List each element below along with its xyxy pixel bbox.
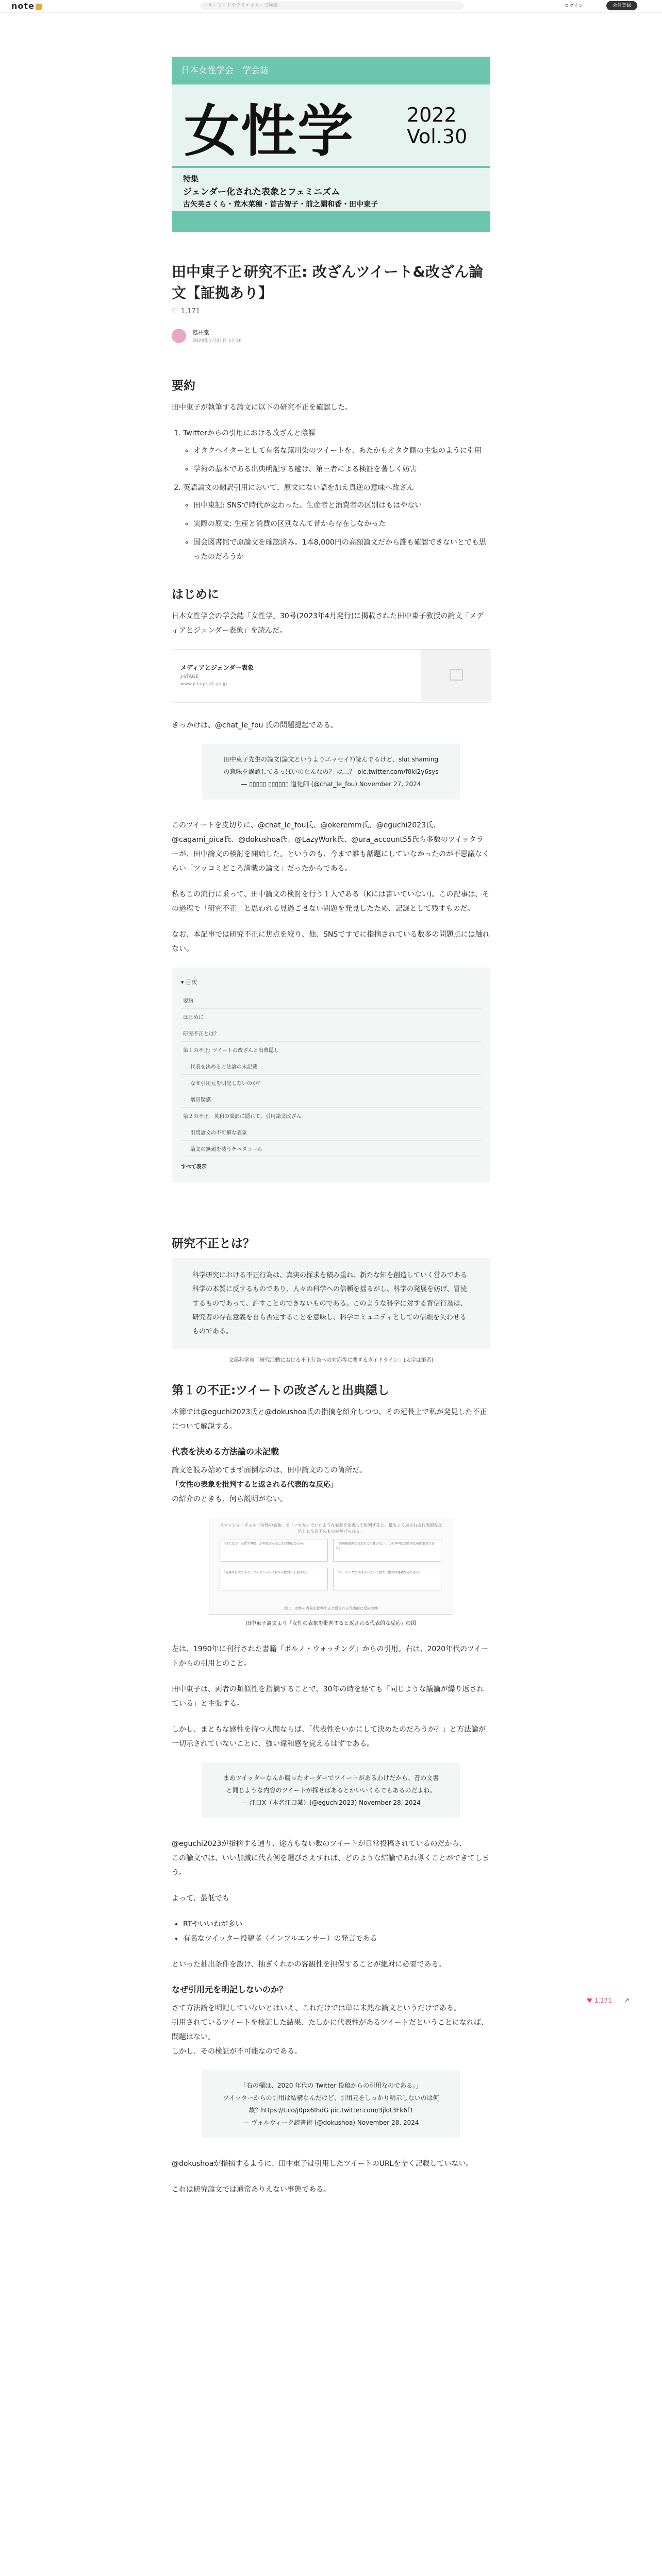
summary-heading: 要約 <box>172 379 195 393</box>
search-icon: ⌕ <box>204 3 207 8</box>
paragraph: 引用されているツイートを検証した結果、たしかに代表性があるツイートだということになれば、問題はない。 <box>172 2018 489 2041</box>
paragraph: よって、最低でも <box>172 1894 229 1903</box>
misconduct-heading: 研究不正とは？ <box>172 1237 255 1251</box>
share-icon[interactable]: ↗ <box>624 1997 630 2005</box>
link-card-desc: J-STAGE <box>180 674 198 680</box>
toc-item[interactable]: 第１の不正: ツイートの改ざんと出典隠し <box>181 1042 481 1058</box>
paragraph: なお、本記事では研究不正に焦点を絞り、他、SNSですでに指摘されている数多の問題点には触れない。 <box>172 930 490 954</box>
link-card-thumbnail <box>421 650 491 701</box>
list-item: ◦ 田中東記: SNSで時代が変わった。生産者と消費者の区別はもはやない <box>193 498 490 513</box>
figure-cell: 「ゾーニングすればよいという話で、批判は過剰反応である」 <box>333 1568 441 1590</box>
paragraph: 左は、1990年に刊行された書籍『ポルノ・ウォッチング』からの引用。右は、2020年代のツイートからの引用とのこと。 <box>172 1645 489 1668</box>
paragraph: @eguchi2023が指摘する通り、途方もない数のツイートが日常投稿されているのだから、 <box>172 1839 467 1848</box>
summary-list <box>172 426 490 564</box>
list-item: • 有名なツイッター投稿者（インフルエンサー）の発言である <box>183 1931 490 1946</box>
paragraph: 論文を読み始めてまず面倒なのは、田中論文のこの箇所だ。 <box>172 1466 367 1475</box>
logo-mark-icon <box>36 4 42 10</box>
cover-authors: 古矢英さくら・荒木菜穂・首吉智子・前之園和香・田中東子 <box>183 200 378 209</box>
subheading: 代表を決める方法論の未記載 <box>172 1446 279 1456</box>
quote-source[interactable]: 文部科学省「研究活動における不正行為への対応等に関するガイドライン」(太字は筆者) <box>228 1357 434 1363</box>
article-main <box>172 57 490 2208</box>
toc-show-all-button[interactable]: すべて表示 <box>181 1164 207 1171</box>
tweet-text: 「右の欄は、2020 年代の Twitter 投稿からの引用なのである。」 <box>240 2081 422 2089</box>
note-logo[interactable]: note <box>11 1 42 11</box>
fraud1-heading: 第１の不正:ツイートの改ざんと出典隠し <box>172 1383 390 1397</box>
figure-cell: 「はてなの「女性学界隈」が何故あんなにも攻撃的なのか」 <box>220 1539 328 1562</box>
intro-heading: はじめに <box>172 588 219 602</box>
toc-item[interactable]: 代表を決める方法論の未記載 <box>181 1058 481 1075</box>
paragraph: きっかけは、@chat_le_fou 氏の問題提起である。 <box>172 721 338 730</box>
list-item: 1. Twitterからの引用における改ざんと陰謀 ◦ オタクヘイターとして有名な蕪川染のツイートを、あたかもオタク側の主張のように引用 ◦ 学術の基本である出典明記する避け、第三者による検証を著しく妨害 <box>183 426 490 477</box>
paragraph: といった抽出条件を設け、抽ぎくれかの客観性を担保することが絶対に必要である。 <box>172 1960 446 1969</box>
cover-year: 2022 <box>407 104 457 126</box>
toc-item[interactable]: はじめに <box>181 1009 481 1025</box>
signup-button[interactable]: 会員登録 <box>606 1 637 10</box>
top-header <box>0 0 662 13</box>
link-card[interactable] <box>172 649 491 703</box>
cover-theme: ジェンダー化された表象とフェミニズム <box>183 187 340 197</box>
link-card-url: www.jstage.jst.go.jp <box>180 682 227 687</box>
tweet-source[interactable]: — 江口X（本名江口某）(@eguchi2023) November 28, 2024 <box>241 1799 421 1806</box>
condition-list <box>172 1917 490 1946</box>
cover-special: 特集 <box>183 174 199 183</box>
cover-vol: Vol.30 <box>407 125 468 148</box>
cover-image <box>172 57 490 232</box>
tweet-source[interactable]: — ▯▯▯▯▯ ▯▯▯▯▯▯ 道化師 (@chat_le_fou) November 27, 2024 <box>241 781 421 788</box>
paragraph: さて方法論を明記していないとはいえ、これだけでは単に未熟な論文というだけである。 <box>172 2004 461 2012</box>
list-item: 2. 英語論文の翻訳引用において、原文にない語を加え真逆の意味へ改ざん ◦ 田中東記: SNSで時代が変わった。生産者と消費者の区別はもはやない ◦ 実際の原文: 生産と消費の区別なんて昔から存在しなかった ◦ 国会図書館で原論文を確認済み。1本8,000円の高額論文だから誰も確認できないとでも思ったのだろうか <box>183 481 490 564</box>
embedded-tweet[interactable] <box>202 1762 460 1818</box>
list-item: ◦ 実際の原文: 生産と消費の区別なんて昔から存在しなかった <box>193 517 490 531</box>
paragraph: 「女性の表象を批判すると返される代表的な反応」 <box>172 1480 338 1489</box>
author-block[interactable] <box>172 327 490 347</box>
tweet-text: まあツイッターなんか腐ったオーダーでツイートがあるわけだから、昔の文書と同じような内容のツイートが探せばあるとかいいくらでもあるのだよね。 <box>223 1774 439 1794</box>
avatar[interactable] <box>172 329 186 343</box>
toc-heading[interactable]: ▾ 目次 <box>181 979 197 986</box>
paragraph: この論文では、いい加減に代表例を選びさえすれば、どのような結論であれ導くことができてしまう。 <box>172 1854 489 1877</box>
floating-like-button[interactable]: ♥ 1,171 <box>587 1997 612 2004</box>
subheading: なぜ引用元を明記しないのか？ <box>172 1984 288 1994</box>
paper-figure <box>209 1518 453 1615</box>
link-card-title: メディアとジェンダー表象 <box>180 664 254 672</box>
embedded-tweet[interactable] <box>202 744 460 800</box>
cover-society: 日本女性学会 学会誌 <box>172 57 490 84</box>
tweet-text: 田中東子先生の論文(論文というよりエッセイ?)読んでるけど、slut shamingの意味を誤認してるっぽいのなんなの？ は…？ pic.twitter.com/f0kl2y6sys <box>223 756 439 776</box>
toc-item[interactable]: 増田疑惑 <box>181 1091 481 1108</box>
toc-item[interactable]: 論文の無頼を装うチベタコール <box>181 1141 481 1157</box>
paragraph: しかし、その検証が不可能なのである。 <box>172 2047 302 2056</box>
toc-item[interactable]: 研究不正とは？ <box>181 1025 481 1042</box>
paragraph: これは研究論文では通常ありえない事態である。 <box>172 2185 330 2194</box>
quote-block: 科学研究における不正行為は、真実の探求を積み重ね、新たな知を創造していく営みである科学の本質に反するものであり、人々の科学への信頼を揺るがし、科学の発展を妨げ、冒涜するものであって、許すことのできないものである。このような科学に対する背信行為は、研究者の存在意義を自ら否定することを意味し、科学コミュニティとしての信頼を失わせるものである。 <box>172 1258 490 1349</box>
figure-footer: 図 1．女性の表象を批判すると返される代表的な反応の例 <box>284 1606 378 1611</box>
paragraph: 私もこの流行に乗って、田中論文の検討を行う１人である（Kには書いていない)。この記事は、その過程で「研究不正」と思われる見過ごせない問題を発見したため、記録として残すものだ。 <box>172 890 490 913</box>
paragraph: 日本女性学会の学会誌「女性学」30号(2023年4月発行)に掲載された田中東子教授の論文「メディアとジェンダー表象」を読んだ。 <box>172 612 484 635</box>
paragraph: の紹介のときも、何ら説明がない。 <box>172 1495 287 1503</box>
figure-header: スマッシュ・ギャル「女性の表象」で「バカ女」でいいような表象を定義して批判すると、最もよく返される代表的な反応として以下のものが挙げられる。 <box>220 1522 442 1534</box>
table-of-contents <box>172 968 490 1182</box>
figure-cell: 「表現は自由であり、フィクションに対する批判こそ差別的」 <box>220 1568 328 1590</box>
article-title: 田中東子と研究不正: 改ざんツイート&改ざん論文【証拠あり】 <box>172 263 483 301</box>
publish-date: 2023年1月21日 17:30 <box>192 338 242 344</box>
author-name[interactable]: 墓井堂 <box>192 329 209 336</box>
embedded-tweet[interactable] <box>202 2070 460 2138</box>
heart-icon: ♡ <box>172 308 178 316</box>
like-count[interactable]: ♡ 1,171 <box>172 308 200 316</box>
list-item: ◦ オタクヘイターとして有名な蕪川染のツイートを、あたかもオタク側の主張のように引用 <box>193 444 490 458</box>
paragraph: 田中東子は、両者の類似性を指摘することで、30年の時を経ても「同じような議論が繰り返されている」と主張する。 <box>172 1685 484 1708</box>
toc-item[interactable]: 第２の不正：英和の誤訳に隠れて、引用論文改ざん <box>181 1108 481 1124</box>
cover-divider <box>172 166 490 168</box>
search-input[interactable]: ⌕ キーワードやクリエイターで検索 <box>200 2 464 10</box>
paragraph: このツイートを皮切りに、@chat_le_fou氏、@okeremm氏、@eguchi2023氏、@cagami_pica氏、@dokushoa氏、@LazyWork氏、@ura_account55氏ら多数のツイッタラーが、田中論文の検討を開始した。というのも、今まで誰も話題にしていなかったのが不思議なくらい「ツッコミどころ満載の論文」だったからである。 <box>172 821 489 873</box>
image-placeholder-icon <box>450 669 463 681</box>
list-item: • RTやいいねが多い <box>183 1917 490 1931</box>
toc-item[interactable]: 要約 <box>181 992 481 1009</box>
list-item: ◦ 学術の基本である出典明記する避け、第三者による検証を著しく妨害 <box>193 462 490 477</box>
tweet-text: ツイッターからの引用は結構なんだけど、引用元をしっかり明示しないのは何故？https://t.co/j0px6IhdG pic.twitter.com/3jlot3Fk6f1 <box>223 2094 439 2114</box>
paragraph: 本節では@eguchi2023氏と@dokushoa氏の指摘を紹介しつつ、その延長上で私が発見した不正について解説する。 <box>172 1408 487 1431</box>
cover-title: 女性学 <box>184 99 355 164</box>
cover-bottom-band <box>172 211 490 232</box>
toc-item[interactable]: なぜ引用元を明記しないのか？ <box>181 1075 481 1091</box>
login-link[interactable]: ログイン <box>565 4 583 9</box>
tweet-source[interactable]: — ヴォルウィーク読書術 (@dokushoa) November 28, 2024 <box>243 2119 419 2126</box>
list-item: ◦ 国会図書館で原論文を確認済み。1本8,000円の高額論文だから誰も確認できないとでも思ったのだろうか <box>193 535 490 564</box>
paragraph: @dokushoaが指摘するように、田中東子は引用したツイートのURLを全く記載していない。 <box>172 2159 473 2168</box>
figure-caption: 田中東子論文より「女性の表象を批判すると返される代表的な反応」の図 <box>246 1620 416 1626</box>
toc-item[interactable]: 引用論文の不可解な表象 <box>181 1124 481 1141</box>
figure-cell: 「表現規制派と言われても仕方ない、この声明は実質的な検閲要求である」 <box>333 1539 441 1562</box>
paragraph: しかし、まともな感性を持つ人間ならば、「代表性をいかにして決めたのだろうか？」と方法論が一切示されていないことに、強い違和感を覚えるはずである。 <box>172 1725 486 1748</box>
summary-intro: 田中東子が執筆する論文に以下の研究不正を確認した。 <box>172 403 352 412</box>
